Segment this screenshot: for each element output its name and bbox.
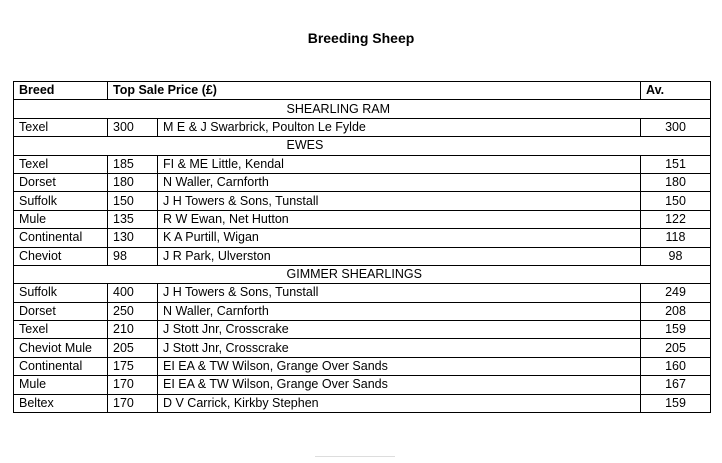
breed-cell: Suffolk [14, 284, 108, 302]
average-cell: 208 [641, 302, 711, 320]
breed-cell: Dorset [14, 302, 108, 320]
table-row [14, 210, 711, 228]
average-cell: 151 [641, 155, 711, 173]
breed-cell: Texel [14, 118, 108, 136]
price-cell: 175 [108, 357, 158, 375]
average-cell: 150 [641, 192, 711, 210]
table-row [14, 284, 711, 302]
section-title: SHEARLING RAM [158, 100, 711, 118]
seller-cell: J H Towers & Sons, Tunstall [158, 284, 641, 302]
section-row [14, 100, 711, 118]
section-spacer [14, 265, 158, 283]
seller-cell: EI EA & TW Wilson, Grange Over Sands [158, 357, 641, 375]
price-cell: 180 [108, 173, 158, 191]
average-cell: 180 [641, 173, 711, 191]
section-row [14, 265, 711, 283]
price-cell: 300 [108, 118, 158, 136]
table-row [14, 357, 711, 375]
price-cell: 130 [108, 229, 158, 247]
header-average: Av. [641, 82, 711, 100]
price-cell: 400 [108, 284, 158, 302]
seller-cell: R W Ewan, Net Hutton [158, 210, 641, 228]
average-cell: 118 [641, 229, 711, 247]
seller-cell: K A Purtill, Wigan [158, 229, 641, 247]
table-row [14, 192, 711, 210]
table-row [14, 302, 711, 320]
section-row [14, 137, 711, 155]
breed-cell: Dorset [14, 173, 108, 191]
breed-cell: Mule [14, 376, 108, 394]
sales-table [13, 81, 711, 413]
section-spacer [14, 100, 158, 118]
seller-cell: FI & ME Little, Kendal [158, 155, 641, 173]
seller-cell: J H Towers & Sons, Tunstall [158, 192, 641, 210]
table-row [14, 173, 711, 191]
table-row [14, 229, 711, 247]
seller-cell: J R Park, Ulverston [158, 247, 641, 265]
breed-cell: Suffolk [14, 192, 108, 210]
page-title: Breeding Sheep [307, 30, 415, 46]
header-breed: Breed [14, 82, 108, 100]
average-cell: 300 [641, 118, 711, 136]
seller-cell: N Waller, Carnforth [158, 173, 641, 191]
table-header-row [14, 82, 711, 100]
seller-cell: D V Carrick, Kirkby Stephen [158, 394, 641, 412]
price-cell: 185 [108, 155, 158, 173]
breed-cell: Cheviot Mule [14, 339, 108, 357]
average-cell: 159 [641, 394, 711, 412]
table-row [14, 155, 711, 173]
price-cell: 135 [108, 210, 158, 228]
price-cell: 210 [108, 321, 158, 339]
section-title: GIMMER SHEARLINGS [158, 265, 711, 283]
breed-cell: Continental [14, 357, 108, 375]
average-cell: 159 [641, 321, 711, 339]
page-edge-fragment [315, 456, 395, 461]
seller-cell: M E & J Swarbrick, Poulton Le Fylde [158, 118, 641, 136]
breed-cell: Texel [14, 155, 108, 173]
table-row [14, 339, 711, 357]
section-spacer [14, 137, 158, 155]
breed-cell: Beltex [14, 394, 108, 412]
table-row [14, 118, 711, 136]
breed-cell: Cheviot [14, 247, 108, 265]
section-title: EWES [158, 137, 711, 155]
price-cell: 170 [108, 376, 158, 394]
table-row [14, 321, 711, 339]
seller-cell: J Stott Jnr, Crosscrake [158, 339, 641, 357]
seller-cell: N Waller, Carnforth [158, 302, 641, 320]
breed-cell: Texel [14, 321, 108, 339]
average-cell: 205 [641, 339, 711, 357]
seller-cell: J Stott Jnr, Crosscrake [158, 321, 641, 339]
breed-cell: Continental [14, 229, 108, 247]
breed-cell: Mule [14, 210, 108, 228]
average-cell: 160 [641, 357, 711, 375]
average-cell: 249 [641, 284, 711, 302]
average-cell: 167 [641, 376, 711, 394]
price-cell: 250 [108, 302, 158, 320]
table-row [14, 247, 711, 265]
average-cell: 98 [641, 247, 711, 265]
average-cell: 122 [641, 210, 711, 228]
price-cell: 150 [108, 192, 158, 210]
price-cell: 98 [108, 247, 158, 265]
price-cell: 205 [108, 339, 158, 357]
table-row [14, 394, 711, 412]
table-row [14, 376, 711, 394]
seller-cell: EI EA & TW Wilson, Grange Over Sands [158, 376, 641, 394]
table-body [14, 100, 711, 413]
price-cell: 170 [108, 394, 158, 412]
header-top-sale-price: Top Sale Price (£) [108, 82, 641, 100]
